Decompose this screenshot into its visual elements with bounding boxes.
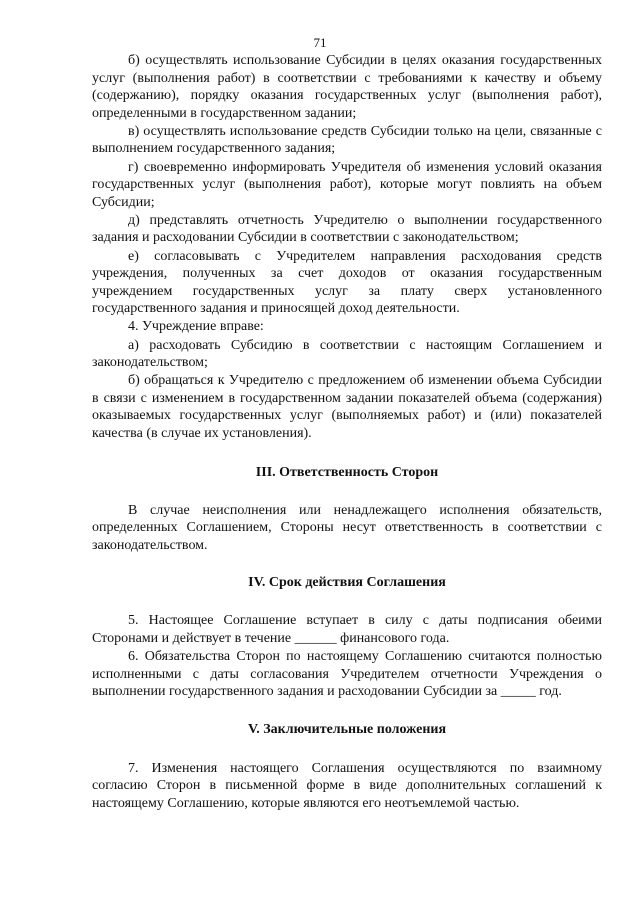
paragraph-v-obligation: в) осуществлять использование средств Субсидии только на цели, связанные с выполнением государственного задания; bbox=[92, 123, 602, 157]
paragraph-b-right: б) обращаться к Учредителю с предложением об изменении объема Субсидии в связи с изменением в государственном задании показателей объема (содержания) оказываемых государственных услуг (выполняемых работ) и (или) показателей качества (в случае их установления). bbox=[92, 373, 602, 441]
page-number: 71 bbox=[313, 35, 327, 50]
clause-7: 7. Изменения настоящего Соглашения осуществляются по взаимному согласию Сторон в письменной форме в виде дополнительных соглашений к настоящему Соглашению, которые являются его неотъемлемой частью. bbox=[92, 760, 602, 811]
section-heading-responsibility: III. Ответственность Сторон bbox=[255, 464, 439, 480]
paragraph-e-obligation: е) согласовывать с Учредителем направления расходования средств учреждения, полученных за счет доходов от оказания государственным учреждением государственных услуг за плату сверх установленного государственного задания и приносящей доход деятельности. bbox=[92, 248, 602, 317]
paragraph-d-obligation: д) представлять отчетность Учредителю о выполнении государственного задания и расходовании Субсидии в соответствии с законодательством; bbox=[92, 212, 602, 246]
paragraph-a-right: а) расходовать Субсидию в соответствии с настоящим Соглашением и законодательством; bbox=[92, 337, 602, 371]
document-body bbox=[92, 52, 602, 813]
section-heading-term: IV. Срок действия Соглашения bbox=[248, 575, 446, 591]
section-heading-final-provisions: V. Заключительные положения bbox=[247, 721, 447, 737]
responsibility-text: В случае неисполнения или ненадлежащего исполнения обязательств, определенных Соглашением, Стороны несут ответственность в соответствии с законодательством. bbox=[92, 502, 602, 553]
paragraph-b-obligation: б) осуществлять использование Субсидии в целях оказания государственных услуг (выполнения работ) в соответствии с требованиями к качеству и объему (содержанию), порядку оказания государственных услуг (выполнения работ), определенными в государственном задании; bbox=[92, 53, 602, 121]
clause-6: 6. Обязательства Сторон по настоящему Соглашению считаются полностью исполненными с даты согласования Учредителем отчетности Учреждения о выполнении государственного задания и расходовании Субсидии за _____ год. bbox=[92, 649, 602, 700]
clause-4-title: 4. Учреждение вправе: bbox=[128, 319, 264, 335]
clause-5: 5. Настоящее Соглашение вступает в силу с даты подписания обеими Сторонами и действует в течение ______ финансового года. bbox=[92, 613, 602, 646]
paragraph-g-obligation: г) своевременно информировать Учредителя об изменения условий оказания государственных услуг (выполнения работ), которые могут повлиять на объем Субсидии; bbox=[92, 159, 602, 210]
